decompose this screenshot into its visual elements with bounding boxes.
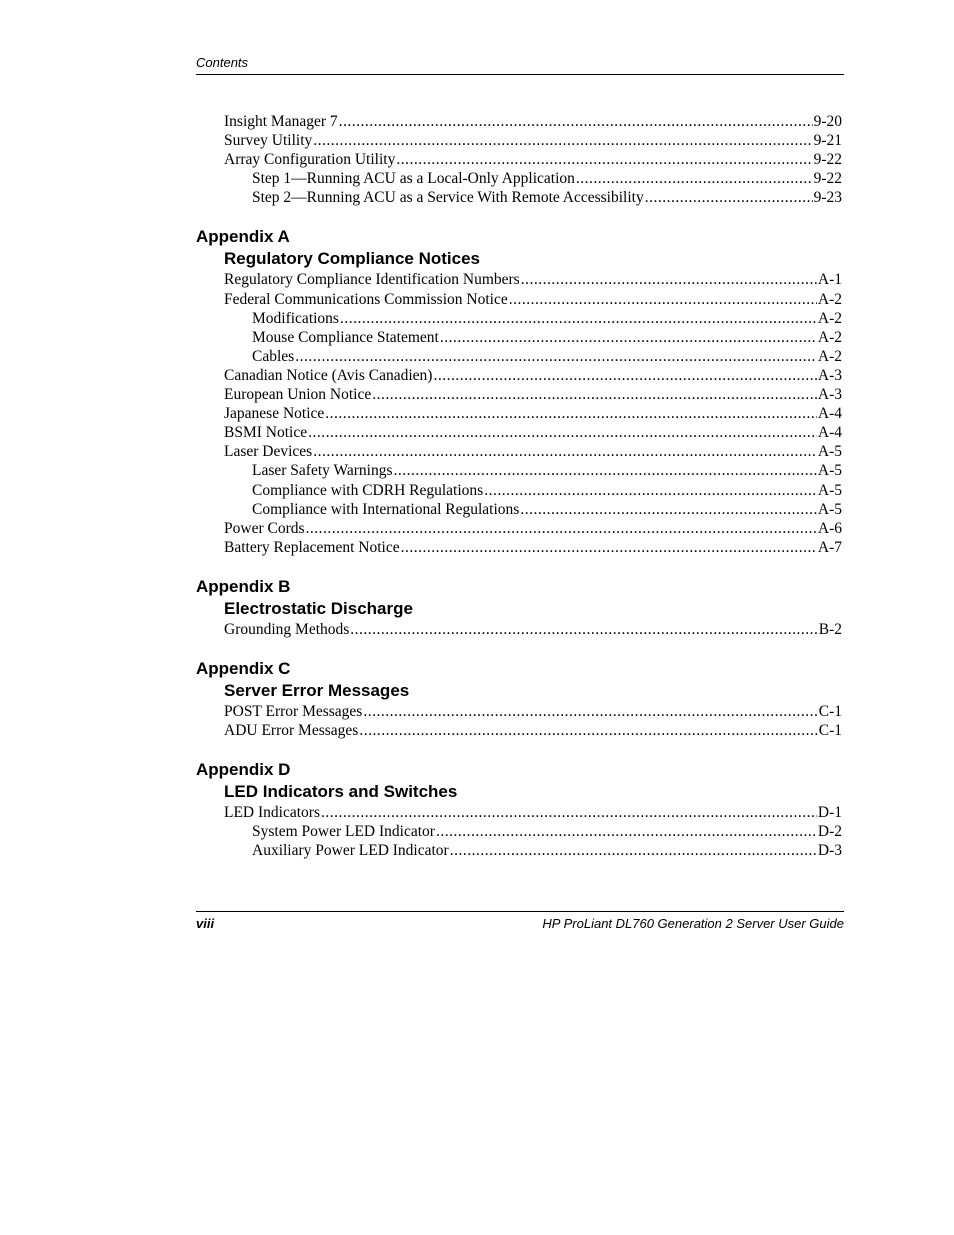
appendix-title[interactable]: Regulatory Compliance Notices (224, 249, 481, 269)
toc-entry-page-number: 9-22 (813, 170, 842, 188)
dot-leader (509, 290, 817, 309)
toc-entry-page-number: D-3 (817, 842, 842, 860)
dot-leader (576, 169, 813, 188)
toc-entry[interactable] (196, 366, 842, 385)
toc-entry[interactable] (196, 169, 842, 188)
dot-leader (440, 328, 817, 347)
toc-entry[interactable] (196, 131, 842, 150)
toc-entry-title: European Union Notice (224, 386, 372, 404)
toc-entry-title: Grounding Methods (224, 620, 350, 638)
dot-leader (313, 131, 812, 150)
toc-entry-page-number: A-5 (817, 443, 842, 461)
toc-entry-title: Canadian Notice (Avis Canadien) (224, 366, 433, 384)
appendix-block (196, 576, 842, 639)
toc-entry-title: Regulatory Compliance Identification Numbers (224, 271, 520, 289)
toc-entry-page-number: A-5 (817, 500, 842, 518)
dot-leader (520, 500, 817, 519)
page-header (196, 55, 844, 75)
toc-entry[interactable] (196, 385, 842, 404)
toc-entry-title: Compliance with CDRH Regulations (252, 481, 484, 499)
toc-entry-title: Auxiliary Power LED Indicator (252, 842, 449, 860)
dot-leader (363, 702, 817, 721)
toc-entry[interactable] (196, 620, 842, 639)
running-header-section: Contents (196, 55, 249, 70)
dot-leader (396, 150, 812, 169)
toc-entry-title: Step 2—Running ACU as a Service With Remote Accessibility (252, 189, 644, 207)
toc-entry[interactable] (196, 188, 842, 207)
dot-leader (645, 188, 813, 207)
toc-entry-title: Laser Devices (224, 443, 313, 461)
toc-entry[interactable] (196, 309, 842, 328)
dot-leader (340, 309, 817, 328)
toc-entry[interactable] (196, 347, 842, 366)
dot-leader (401, 538, 817, 557)
toc-entry[interactable] (196, 721, 842, 740)
toc-entry-title: Survey Utility (224, 132, 313, 150)
toc-entry-title: LED Indicators (224, 804, 320, 822)
appendix-block (196, 759, 842, 860)
toc-entry[interactable] (196, 519, 842, 538)
toc-entry[interactable] (196, 270, 842, 289)
table-of-contents (196, 112, 842, 879)
toc-entry-title: BSMI Notice (224, 424, 308, 442)
toc-entry-page-number: D-2 (817, 823, 842, 841)
toc-entry[interactable] (196, 822, 842, 841)
toc-entry[interactable] (196, 150, 842, 169)
footer-document-title: HP ProLiant DL760 Generation 2 Server User Guide (542, 916, 844, 931)
toc-appendices (196, 226, 842, 860)
dot-leader (521, 270, 817, 289)
toc-entry-page-number: C-1 (818, 702, 842, 720)
dot-leader (295, 347, 817, 366)
toc-entry-page-number: D-1 (817, 804, 842, 822)
toc-entry-title: Laser Safety Warnings (252, 462, 393, 480)
toc-entry[interactable] (196, 442, 842, 461)
toc-entry-title: Mouse Compliance Statement (252, 328, 439, 346)
toc-entry-title: Japanese Notice (224, 405, 325, 423)
toc-entry[interactable] (196, 702, 842, 721)
dot-leader (350, 620, 817, 639)
appendix-title[interactable]: LED Indicators and Switches (224, 782, 458, 802)
toc-entry-page-number: A-3 (817, 386, 842, 404)
toc-entry-page-number: 9-20 (813, 113, 842, 130)
dot-leader (450, 841, 817, 860)
appendix-label[interactable]: Appendix B (196, 576, 291, 596)
toc-entry-title: Array Configuration Utility (224, 151, 396, 169)
dot-leader (436, 822, 817, 841)
toc-entry[interactable] (196, 481, 842, 500)
toc-entry-page-number: A-6 (817, 519, 842, 537)
appendix-block (196, 658, 842, 740)
dot-leader (372, 385, 817, 404)
dot-leader (306, 519, 817, 538)
toc-entry-title: Compliance with International Regulations (252, 500, 520, 518)
toc-entry[interactable] (196, 404, 842, 423)
toc-entry-page-number: A-1 (817, 271, 842, 289)
toc-entry[interactable] (196, 461, 842, 480)
toc-entry[interactable] (196, 290, 842, 309)
toc-entry-title: Step 1—Running ACU as a Local-Only Application (252, 170, 575, 188)
toc-entry-title: System Power LED Indicator (252, 823, 435, 841)
toc-entry-page-number: A-4 (817, 424, 842, 442)
footer-page-number: viii (196, 916, 215, 931)
dot-leader (308, 423, 817, 442)
appendix-label[interactable]: Appendix C (196, 658, 291, 678)
toc-entry-title: Power Cords (224, 519, 305, 537)
toc-entry[interactable] (196, 423, 842, 442)
dot-leader (321, 803, 817, 822)
toc-entry-title: POST Error Messages (224, 702, 363, 720)
toc-entry-title: Modifications (252, 309, 339, 327)
toc-entry-page-number: A-5 (817, 462, 842, 480)
toc-continued-block (196, 112, 842, 207)
appendix-label[interactable]: Appendix D (196, 760, 291, 780)
toc-entry[interactable] (196, 803, 842, 822)
dot-leader (433, 366, 816, 385)
toc-entry-page-number: C-1 (818, 722, 842, 740)
toc-entry-page-number: A-2 (817, 328, 842, 346)
toc-entry-title: ADU Error Messages (224, 722, 359, 740)
toc-entry-page-number: A-3 (817, 366, 842, 384)
appendix-block (196, 226, 842, 556)
toc-entry-page-number: A-2 (817, 290, 842, 308)
dot-leader (394, 461, 817, 480)
dot-leader (325, 404, 817, 423)
toc-entry[interactable] (196, 328, 842, 347)
appendix-title[interactable]: Electrostatic Discharge (224, 598, 413, 618)
toc-entry[interactable] (196, 112, 842, 131)
page-footer (196, 911, 844, 931)
toc-entry-page-number: A-4 (817, 405, 842, 423)
toc-entry[interactable] (196, 538, 842, 557)
toc-entry-page-number: 9-22 (813, 151, 842, 169)
toc-entry-title: Cables (252, 347, 295, 365)
toc-entry[interactable] (196, 841, 842, 860)
toc-entry-page-number: A-2 (817, 309, 842, 327)
dot-leader (359, 721, 817, 740)
toc-entry-page-number: B-2 (818, 620, 842, 638)
toc-entry-title: Insight Manager 7 (224, 113, 338, 130)
toc-entry-page-number: A-5 (817, 481, 842, 499)
toc-entry-title: Battery Replacement Notice (224, 538, 400, 556)
toc-entry-page-number: 9-21 (813, 132, 842, 150)
dot-leader (339, 112, 813, 131)
dot-leader (484, 481, 817, 500)
appendix-title[interactable]: Server Error Messages (224, 680, 410, 700)
toc-entry-page-number: 9-23 (813, 189, 842, 207)
toc-entry-page-number: A-2 (817, 347, 842, 365)
appendix-label[interactable]: Appendix A (196, 227, 290, 247)
toc-entry-title: Federal Communications Commission Notice (224, 290, 508, 308)
toc-entry-page-number: A-7 (817, 538, 842, 556)
dot-leader (313, 442, 817, 461)
toc-entry[interactable] (196, 500, 842, 519)
